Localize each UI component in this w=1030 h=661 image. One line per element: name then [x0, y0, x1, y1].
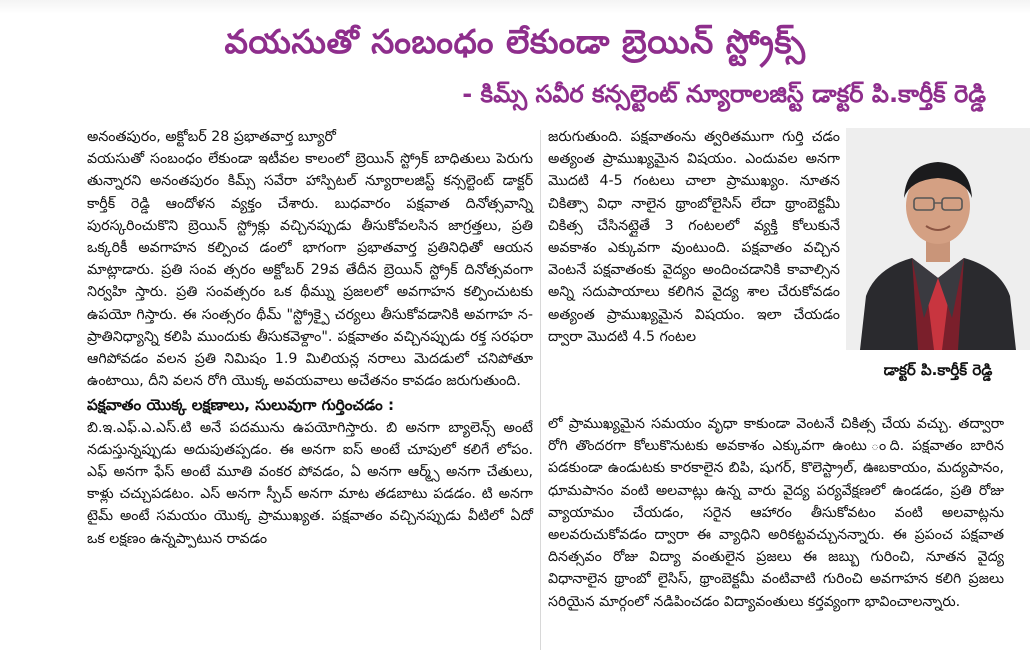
photo-caption: డాక్టర్ పి.కార్తీక్ రెడ్డి: [883, 361, 993, 379]
article-byline: అనంతపురం, అక్టోబర్ 28 ప్రభాతవార్త బ్యూరో: [87, 129, 336, 145]
article-paragraph-treatment: జరుగుతుంది. పక్షవాతంను త్వరితముగా గుర్తి చడం అత్యంత ప్రాముఖ్యమైన విషయం. ఎందువల అనగా మొదటి 4-5 గంటలు చాలా ప్రాముఖ్యం. నూతన చికిత్సా విధా నాలైన థ్రాంబోలైసిస్ లేదా థ్రాంబెక్టమీ చికిత్స చేసినట్లైతే 3 గంటలలో వ్యక్తి కోలుకునే అవకాశం ఎక్కువగా వుంటుంది. పక్షవాతం వచ్చిన వెంటనే పక్షవాతంకు వైద్యం అందించడానికి కావాల్సిన అన్ని సదుపాయాలు కలిగిన వైద్య శాల చేరుకోవడం అత్యంత ప్రాముఖ్యమైన విషయం. ఇలా చేయడం ద్వారా మొదటి 4.5 గంటల: [548, 129, 840, 345]
article-paragraph-intro: వయసుతో సంబంధం లేకుండా ఇటీవల కాలంలో బ్రెయిన్ స్ట్రోక్ బాధితులు పెరుగు తున్నారని అనంతపురం కిమ్స్ సవేరా హాస్పిటల్ న్యూరాలజిస్ట్ కన్సల్టెంట్ డాక్టర్ కార్తీక్ రెడ్డి ఆందోళన వ్యక్తం చేశారు. బుధవారం పక్షవాత దినోత్సవాన్ని పురస్కరించుకొని బ్రెయిన్ స్ట్రోక్లు వచ్చినప్పుడు తీసుకోవలసిన జాగ్రత్తలు, ప్రతి ఒక్కరికీ అవగాహన కల్పించ డంలో భాగంగా ప్రభాతవార్త ప్రతినిధితో ఆయన మాట్లాడారు. ప్రతి సంవ త్సరం అక్టోబర్ 29వ తేదీన బ్రెయిన్ స్ట్రోక్ దినోత్సవంగా నిర్వహి స్తారు. ప్రతి సంవత్సరం ఒక థీమ్ను ప్రజలలో అవగాహన కల్పించుటకు ఉపయో గిస్తారు. ఈ సంత్సరం థీమ్ "స్ట్రోక్పై చర్యలు తీసుకోవడానికి అవగాహ న-ప్రాతినిధ్యాన్ని కలిపి ముందుకు తీసుకవెళ్దాం". పక్షవాతం వచ్చినప్పుడు రక్త సరఫరా ఆగిపోవడం వలన ప్రతి నిమిషం 1.9 మిలియన్ల నరాలు మెదడులో చనిపోతూ ఉంటాయి, దీని వలన రోగి యొక్క అవయవాలు అచేతనం కావడం జరుగుతుంది.: [87, 151, 533, 390]
article-headline: వయసుతో సంబంధం లేకుండా బ్రెయిన్ స్ట్రోక్స్: [224, 22, 806, 61]
article-column-right-full: [548, 413, 1004, 613]
section-heading-symptoms: పక్షవాతం యొక్క లక్షణాలు, సులువుగా గుర్తించడం :: [87, 396, 395, 415]
article-column-left: [87, 126, 533, 550]
article-column-middle: [548, 126, 840, 348]
article-paragraph-prevention: లో ప్రాముఖ్యమైన సమయం వృధా కాకుండా వెంటనే చికిత్స చేయ వచ్చు. తద్వారా రోగి తొందరగా కోలుకొనుటకు అవకాశం ఎక్కువగా ఉంటు ంది. పక్షవాతం బారిన పడకుండా ఉండుటకు కారకాలైన బిపి, షుగర్, కొలెస్ట్రాల్, ఊబకాయం, మద్యపానం, ధూమపానం వంటి అలవాట్లు ఉన్న వారు వైద్య పర్యవేక్షణలో ఉండడం, ప్రతి రోజు వ్యాయామం చేయడం, సరైన ఆహారం తీసుకోవటం వంటి అలవాట్లను అలవరుచుకోవడం ద్వారా ఈ వ్యాధిని అరికట్టవచ్చునన్నారు. ఈ ప్రపంచ పక్షవాత దినత్సవం రోజు విద్యా వంతులైన ప్రజలు ఈ జబ్బు గురించి, నూతన వైద్య విధానాలైన థ్రాంబో లైసిస్, థ్రాంబెక్టమీ వంటివాటి గురించి అవగాహన కలిగి ప్రజలు సరియైన మార్గంలో నడిపించడం విద్యావంతులు కర్తవ్యంగా భావించాలన్నారు.: [548, 416, 1004, 610]
article-paragraph-symptoms: బి.ఇ.ఎఫ్.ఎ.ఎస్.టి అనే పదమును ఉపయోగిస్తారు. బి అనగా బ్యాలెన్స్ అంటే నడుస్తున్నప్పుడు అదుపుతప్పడం. ఈ అనగా ఐస్ అంటే చూపులో కలిగే లోపం. ఎఫ్ అనగా ఫేస్ అంటే మూతి వంకర పోవడం, ఏ అనగా ఆర్మ్స్ అనగా చేతులు, కాళ్లు చచ్చుపడటం. ఎస్ అనగా స్పీచ్ అనగా మాట తడబాటు పడడం. టి అనగా టైమ్ అంటే సమయం యొక్క ప్రాముఖ్యత. పక్షవాతం వచ్చినప్పుడు వీటిలో ఏదో ఒక లక్షణం ఉన్నప్పాటున రావడం: [87, 419, 533, 547]
doctor-photo: [846, 128, 1030, 350]
doctor-portrait-illustration: [846, 128, 1030, 350]
column-divider: [540, 130, 541, 650]
article-subheadline: - కిమ్స్ సవీర కన్సల్టెంట్ న్యూరాలజిస్ట్ డాక్టర్ పి.కార్తీక్ రెడ్డి: [462, 80, 986, 108]
page-top-strip: [0, 0, 1030, 14]
